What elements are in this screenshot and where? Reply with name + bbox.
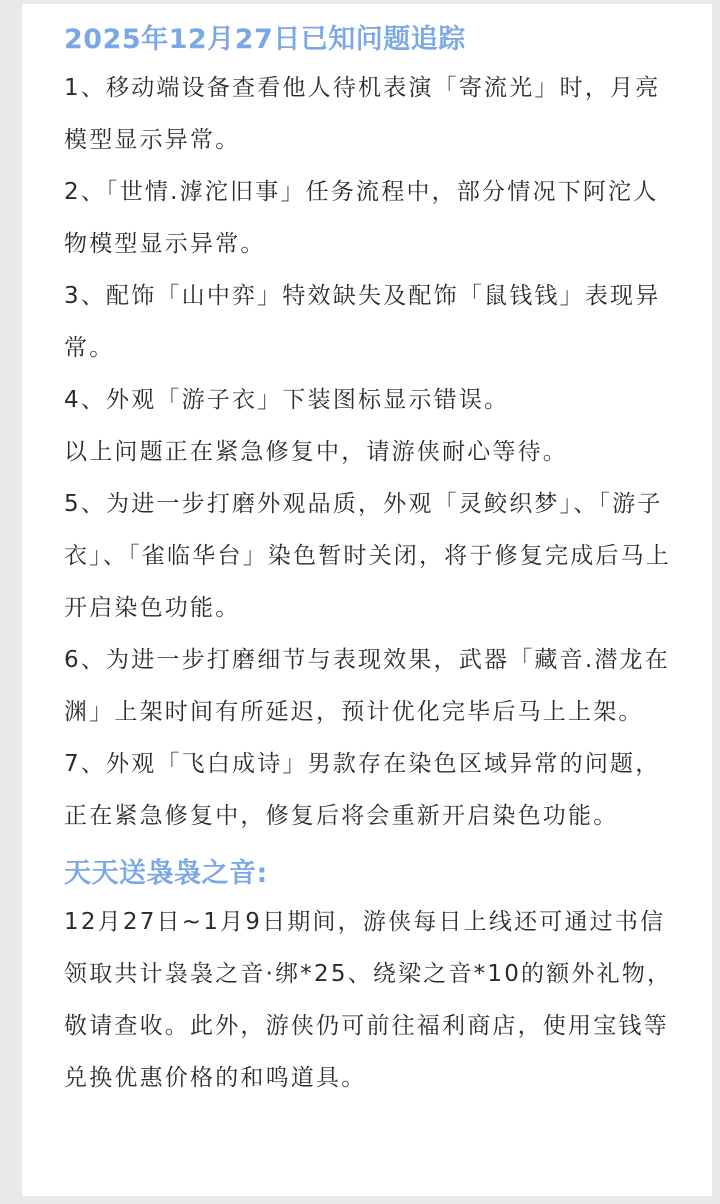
gift-section-title: 天天送袅袅之音: bbox=[64, 858, 268, 889]
issue-item-3: 3、配饰「山中弈」特效缺失及配饰「鼠钱钱」表现异常。 bbox=[64, 283, 661, 361]
issue-item-6: 6、为进一步打磨细节与表现效果，武器「藏音.潜龙在渊」上架时间有所延迟，预计优化完毕后马上上架。 bbox=[64, 647, 670, 725]
gift-section-body: 12月27日~1月9日期间，游侠每日上线还可通过书信领取共计袅袅之音·绑*25、绕梁之音*10的额外礼物，敬请查收。此外，游侠仍可前往福利商店，使用宝钱等兑换优惠价格的和鸣道具。 bbox=[64, 909, 673, 1091]
announcement-card bbox=[22, 4, 712, 1196]
issue-item-4: 4、外观「游子衣」下装图标显示错误。 bbox=[64, 387, 510, 413]
issue-item-5: 5、为进一步打磨外观品质，外观「灵鲛织梦」、「游子衣」、「雀临华台」染色暂时关闭，将于修复完成后马上开启染色功能。 bbox=[64, 491, 671, 621]
issue-item-2: 2、「世情.滹沱旧事」任务流程中，部分情况下阿沱人物模型显示异常。 bbox=[64, 179, 659, 257]
issue-item-1: 1、移动端设备查看他人待机表演「寄流光」时，月亮模型显示异常。 bbox=[64, 75, 661, 153]
issue-item-7: 7、外观「飞白成诗」男款存在染色区域异常的问题，正在紧急修复中，修复后将会重新开启染色功能。 bbox=[64, 751, 661, 829]
repair-notice: 以上问题正在紧急修复中，请游侠耐心等待。 bbox=[64, 439, 568, 465]
page-title: 2025年12月27日已知问题追踪 bbox=[64, 24, 466, 55]
